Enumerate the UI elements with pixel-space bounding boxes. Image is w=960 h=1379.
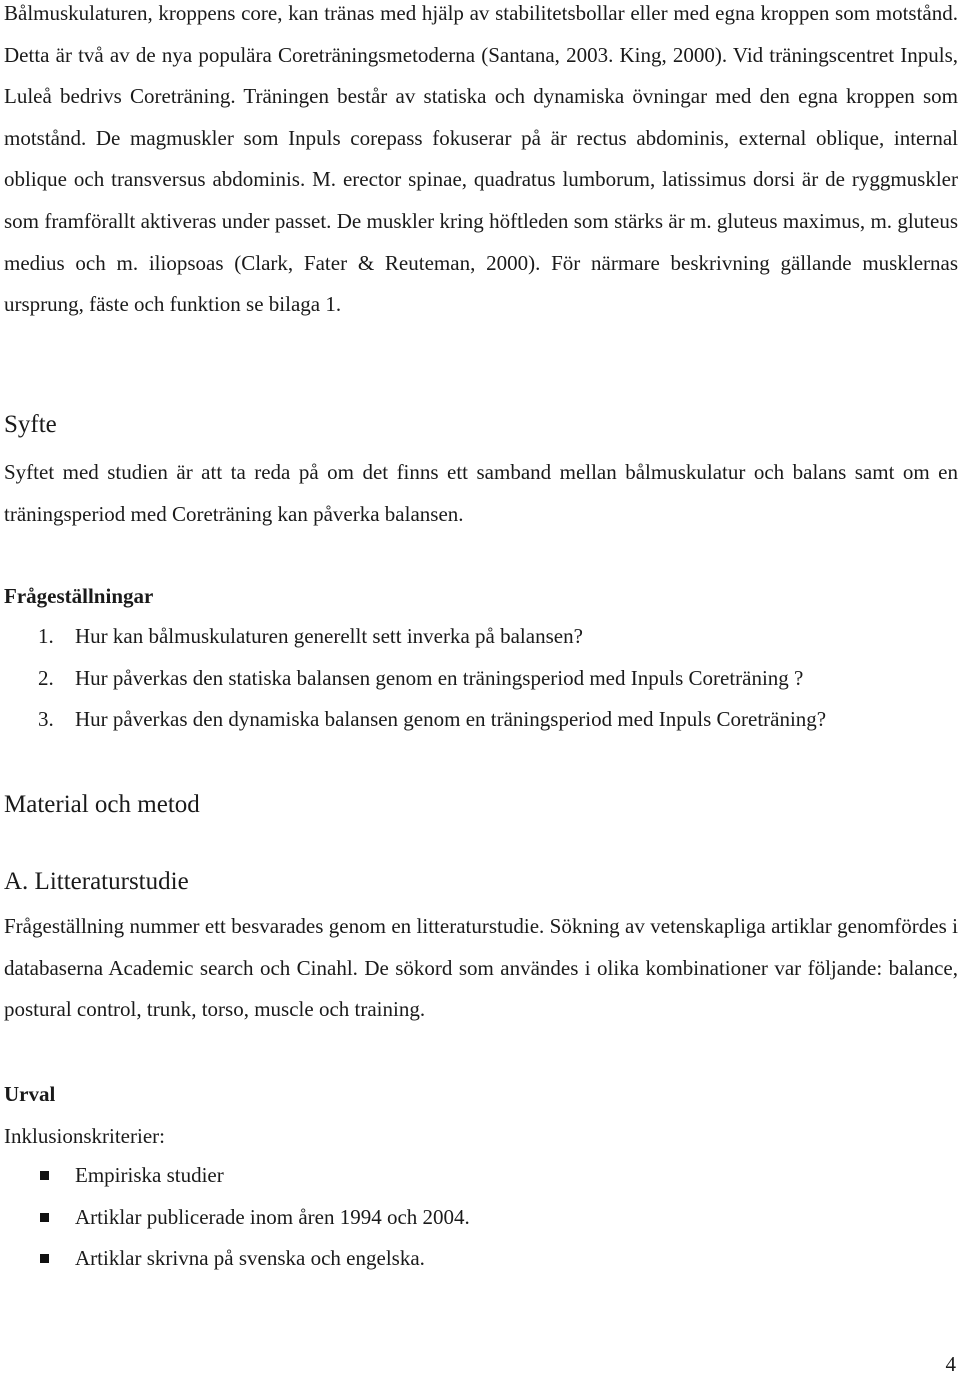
list-item <box>4 1242 470 1284</box>
list-item-text: Hur påverkas den dynamiska balansen genom en träningsperiod med Inpuls Coreträning? <box>75 707 827 732</box>
list-item-number: 1. <box>38 624 54 648</box>
list-item-text: Empiriska studier <box>75 1163 224 1187</box>
list-item-text: Artiklar skrivna på svenska och engelska. <box>75 1246 425 1271</box>
fragestallningar-heading: Frågeställningar <box>4 584 154 608</box>
syfte-heading: Syfte <box>4 411 57 438</box>
list-item-text: Hur påverkas den statiska balansen genom en träningsperiod med Inpuls Coreträning ? <box>75 665 804 690</box>
litteraturstudie-paragraph: Frågeställning nummer ett besvarades genom en litteraturstudie. Sökning av vetenskapliga artiklar genomfördes i databaserna Academic search och Cinahl. De sökord som användes i olika kombinationer var följande: balance, postural control, trunk, torso, muscle och training. <box>4 914 958 1022</box>
list-item-text: Artiklar publicerade inom åren 1994 och 2004. <box>75 1204 470 1229</box>
square-bullet-icon <box>40 1171 49 1180</box>
fragestallningar-list <box>4 620 958 745</box>
material-heading: Material och metod <box>4 791 200 818</box>
list-item <box>4 1159 470 1201</box>
list-item-number: 2. <box>38 665 54 690</box>
list-item <box>4 1201 470 1243</box>
list-item-number: 3. <box>38 707 54 732</box>
list-item <box>4 620 958 662</box>
intro-paragraph: Bålmuskulaturen, kroppens core, kan tränas med hjälp av stabilitetsbollar eller med egna kroppen som motstånd. Detta är två av de nya populära Coreträningsmetoderna (Santana, 2003. King, 2000). Vid träningscentret Inpuls, Luleå bedrivs Coreträning. Träningen består av statiska och dynamiska övningar med den egna kroppen som motstånd. De magmuskler som Inpuls corepass fokuserar på är rectus abdominis, external oblique, internal oblique och transversus abdominis. M. erector spinae, quadratus lumborum, latissimus dorsi är de ryggmuskler som framförallt aktiveras under passet. De muskler kring höftleden som stärks är m. gluteus maximus, m. gluteus medius och m. iliopsoas (Clark, Fater & Reuteman, 2000). För närmare beskrivning gällande musklernas ursprung, fäste och funktion se bilaga 1. <box>4 1 958 317</box>
list-item <box>4 703 958 745</box>
page-number: 4 <box>945 1352 956 1376</box>
litteraturstudie-heading: A. Litteraturstudie <box>4 868 189 895</box>
square-bullet-icon <box>40 1213 49 1222</box>
kriterier-list <box>4 1159 470 1284</box>
inklusionskriterier-label: Inklusionskriterier: <box>4 1124 165 1148</box>
list-item <box>4 662 958 704</box>
list-item-text: Hur kan bålmuskulaturen generellt sett inverka på balansen? <box>75 624 583 648</box>
urval-heading: Urval <box>4 1082 56 1106</box>
syfte-paragraph: Syftet med studien är att ta reda på om det finns ett samband mellan bålmuskulatur och balans samt om en träningsperiod med Coreträning kan påverka balansen. <box>4 460 958 526</box>
square-bullet-icon <box>40 1254 49 1263</box>
